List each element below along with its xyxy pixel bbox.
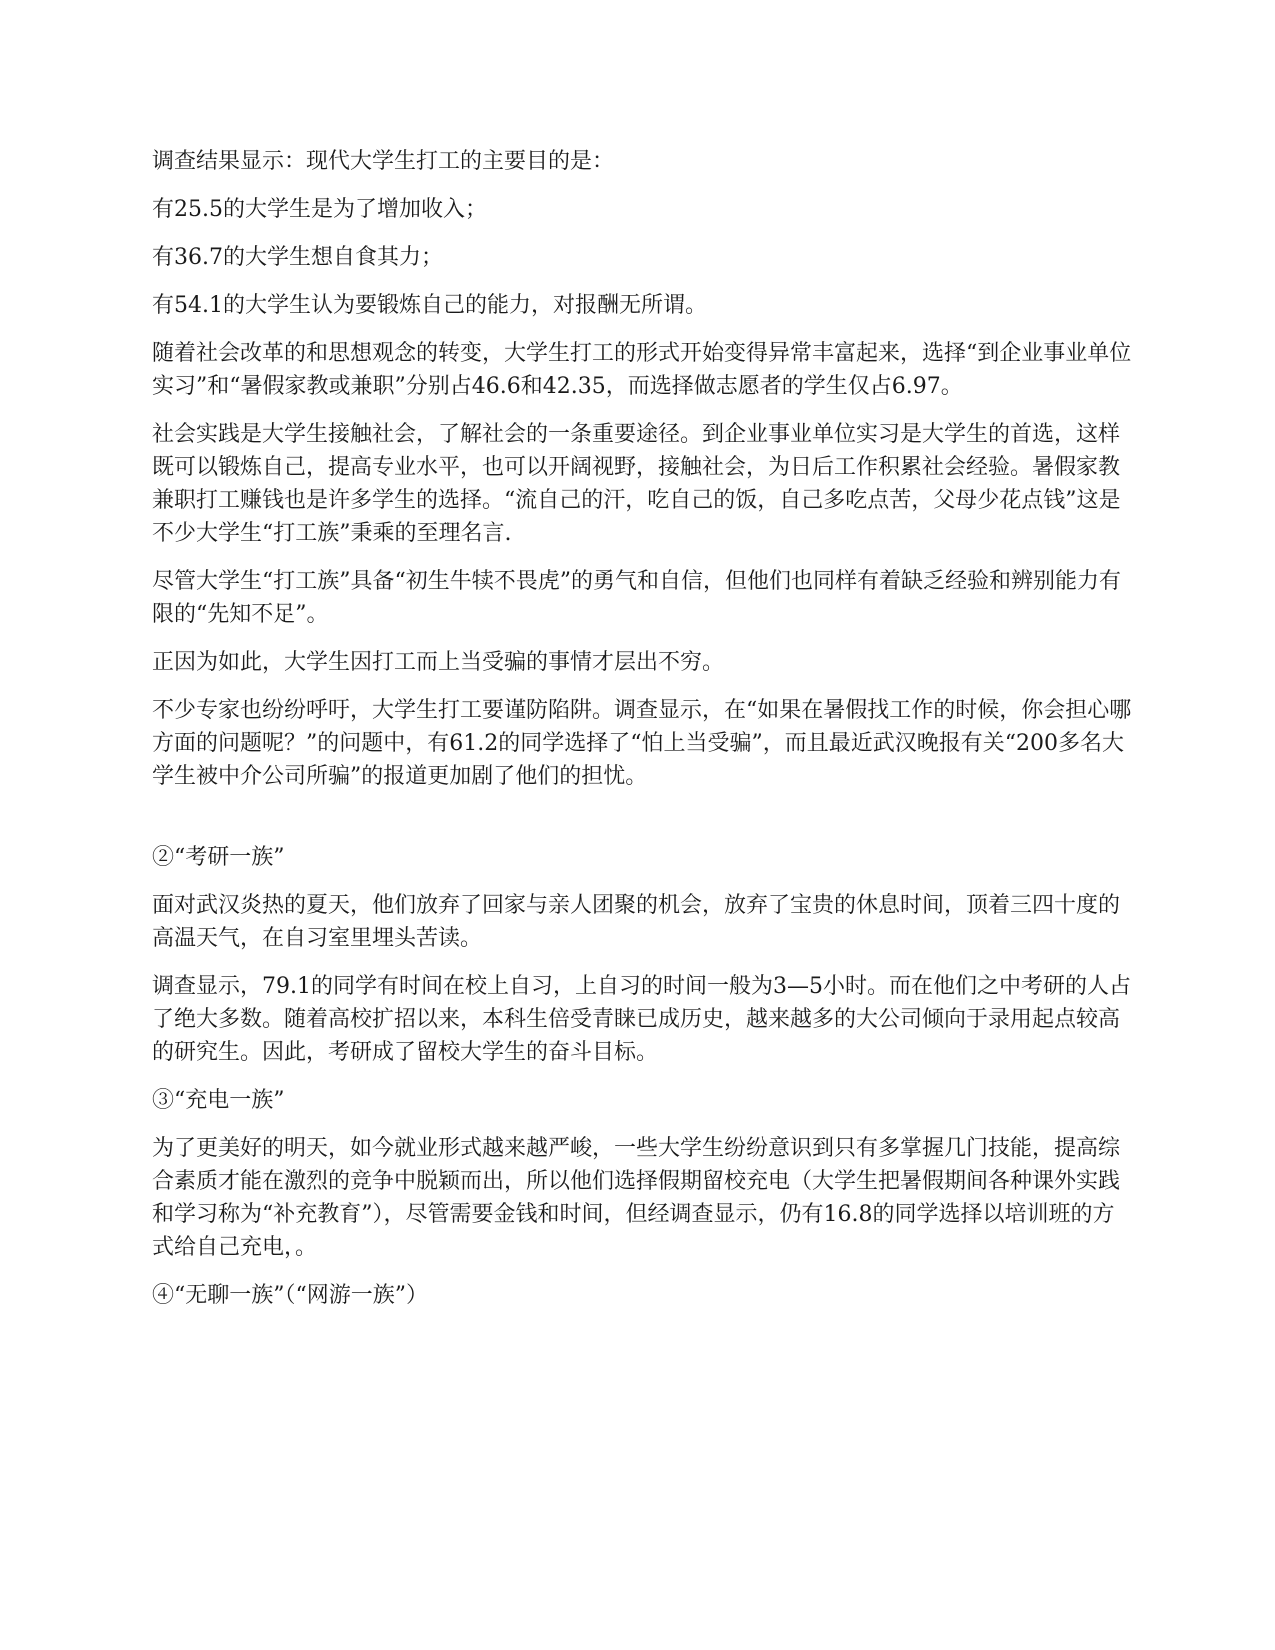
section-heading-recharge: ③“充电一族” — [152, 1088, 285, 1113]
paragraph-ability-stat: 有54.1的大学生认为要锻炼自己的能力，对报酬无所谓。 — [152, 293, 707, 318]
paragraph-deception: 正因为如此，大学生因打工而上当受骗的事情才层出不穷。 — [152, 650, 725, 675]
section-heading-bored: ④“无聊一族”（“网游一族”） — [152, 1283, 428, 1308]
paragraph-work-forms: 随着社会改革的和思想观念的转变，大学生打工的形式开始变得异常丰富起来，选择“到企业事业单位实习”和“暑假家教或兼职”分别占46.6和42.35，而选择做志愿者的学生仅占6.97。 — [152, 341, 1132, 399]
paragraph-expert-warning: 不少专家也纷纷呼吁，大学生打工要谨防陷阱。调查显示，在“如果在暑假找工作的时候，你会担心哪方面的问题呢？”的问题中，有61.2的同学选择了“怕上当受骗”，而且最近武汉晚报有关“200多名大学生被中介公司所骗”的报道更加剧了他们的担忧。 — [152, 698, 1132, 789]
paragraph-self-study-stat: 调查显示，79.1的同学有时间在校上自习，上自习的时间一般为3—5小时。而在他们之中考研的人占了绝大多数。随着高校扩招以来，本科生倍受青睐已成历史，越来越多的大公司倾向于录用起点较高的研究生。因此，考研成了留校大学生的奋斗目标。 — [152, 974, 1131, 1065]
paragraph-survey-intro: 调查结果显示：现代大学生打工的主要目的是： — [152, 149, 615, 174]
paragraph-self-support-stat: 有36.7的大学生想自食其力； — [152, 245, 443, 270]
paragraph-income-stat: 有25.5的大学生是为了增加收入； — [152, 197, 487, 222]
paragraph-social-practice: 社会实践是大学生接触社会，了解社会的一条重要途径。到企业事业单位实习是大学生的首选，这样既可以锻炼自己，提高专业水平，也可以开阔视野，接触社会，为日后工作积累社会经验。暑假家教兼职打工赚钱也是许多学生的选择。“流自己的汗，吃自己的饭，自己多吃点苦，父母少花点钱”这是不少大学生“打工族”秉乘的至理名言. — [152, 422, 1121, 546]
section-heading-postgrad: ②“考研一族” — [152, 845, 285, 870]
document-page — [152, 145, 1132, 1327]
paragraph-recharge: 为了更美好的明天，如今就业形式越来越严峻，一些大学生纷纷意识到只有多掌握几门技能，提高综合素质才能在激烈的竞争中脱颖而出，所以他们选择假期留校充电（大学生把暑假期间各种课外实践和学习称为“补充教育”），尽管需要金钱和时间，但经调查显示，仍有16.8的同学选择以培训班的方式给自己充电，。 — [152, 1136, 1121, 1260]
paragraph-summer-study: 面对武汉炎热的夏天，他们放弃了回家与亲人团聚的机会，放弃了宝贵的休息时间，顶着三四十度的高温天气，在自习室里埋头苦读。 — [152, 893, 1121, 951]
paragraph-lack-experience: 尽管大学生“打工族”具备“初生牛犊不畏虎”的勇气和自信，但他们也同样有着缺乏经验和辨别能力有限的“先知不足”。 — [152, 569, 1121, 627]
